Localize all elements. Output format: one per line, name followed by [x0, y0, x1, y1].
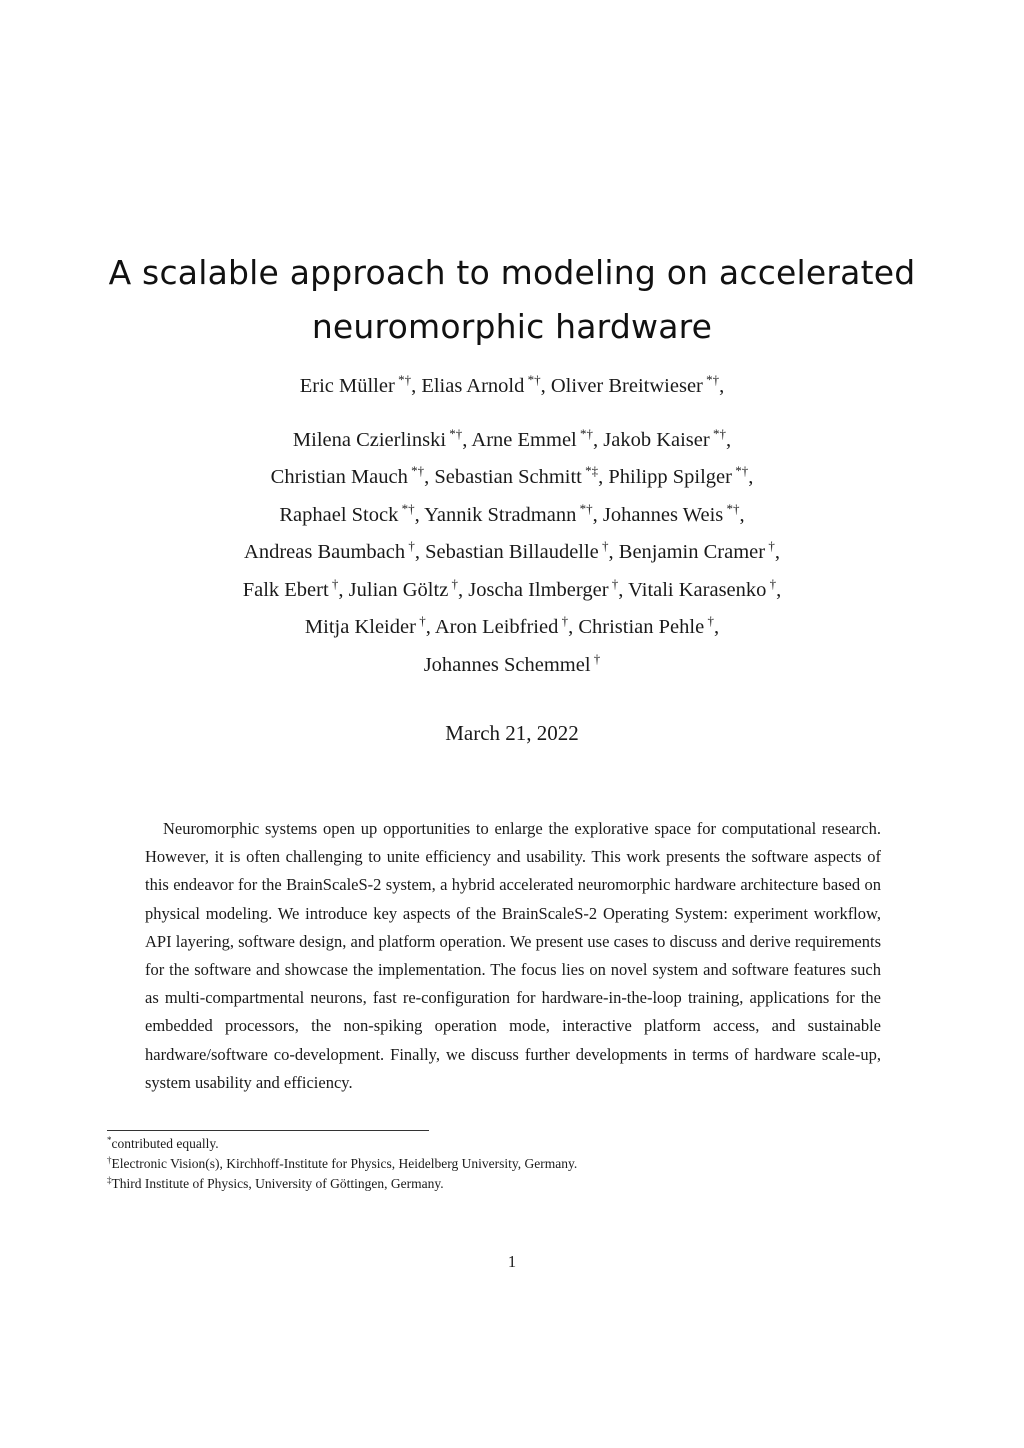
affiliation-mark: *†	[398, 500, 415, 516]
affiliation-mark: †	[598, 538, 609, 553]
footnote-text: contributed equally.	[111, 1136, 219, 1151]
author-name: Christian Mauch	[270, 466, 408, 488]
author-separator: ,	[748, 466, 754, 488]
author-name: Joscha Ilmberger	[468, 578, 609, 601]
author-separator: ,	[774, 541, 780, 563]
author-name: Jakob Kaiser	[603, 428, 710, 451]
author-list	[0, 368, 1024, 684]
author-name: Sebastian Billaudelle	[425, 541, 599, 563]
author-name: Johannes Weis	[602, 503, 724, 526]
author-name: Mitja Kleider	[304, 616, 416, 638]
author-separator: ,	[458, 578, 469, 601]
abstract: Neuromorphic systems open up opportunities to enlarge the explorative space for computational research. However, it is often challenging to unite efficiency and usability. This work presents the software aspects of this endeavor for the BrainScaleS-2 system, a hybrid accelerated neuromorphic hardware architecture based on physical modeling. We introduce key aspects of the BrainScaleS-2 Operating System: experiment workflow, API layering, software design, and platform operation. We present use cases to discuss and derive requirements for the software and showcase the implementation. The focus lies on novel system and software features such as multi-compartmental neurons, fast re-configuration for hardware-in-the-loop training, applications for the embedded processors, the non-spiking operation mode, interactive platform access, and sustainable hardware/software co-development. Finally, we discuss further developments in terms of hardware scale-up, system usability and efficiency.	[145, 819, 881, 1092]
affiliation-mark: *†	[576, 425, 593, 441]
author-separator: ,	[593, 428, 604, 451]
author-name: Raphael Stock	[279, 503, 399, 526]
author-name: Philipp Spilger	[608, 466, 732, 488]
paper-title-line-2: neuromorphic hardware	[311, 307, 713, 346]
page-number: 1	[507, 1252, 517, 1271]
affiliation-mark: †	[590, 650, 601, 666]
author-separator: ,	[719, 375, 725, 397]
affiliation-mark: †	[328, 575, 339, 591]
author-name: Vitali Karasenko	[628, 578, 767, 601]
author-line	[0, 534, 1024, 572]
footnote-text: Third Institute of Physics, University of Göttingen, Germany.	[111, 1176, 444, 1191]
footnote	[107, 1154, 907, 1174]
author-line	[0, 497, 1024, 535]
paper-title	[0, 246, 1024, 354]
author-name: Andreas Baumbach	[244, 541, 406, 563]
author-name: Oliver Breitwieser	[550, 375, 703, 397]
author-name: Elias Arnold	[421, 375, 525, 397]
affiliation-mark: †	[558, 613, 569, 628]
author-separator: ,	[540, 375, 551, 397]
author-line	[0, 459, 1024, 497]
affiliation-mark: *†	[524, 372, 541, 387]
footnote-mark: ‡	[107, 1175, 112, 1185]
author-separator: ,	[739, 503, 745, 526]
footnote-mark: *	[107, 1135, 112, 1145]
affiliation-mark: †	[415, 613, 426, 628]
affiliation-mark: †	[766, 575, 777, 591]
footnote-divider	[107, 1130, 429, 1131]
affiliation-mark: †	[765, 538, 775, 553]
author-name: Christian Pehle	[578, 616, 705, 638]
footnotes	[107, 1134, 907, 1194]
affiliation-mark: †	[405, 538, 415, 553]
affiliation-mark: †	[608, 575, 619, 591]
author-line	[0, 609, 1024, 647]
author-line	[0, 422, 1024, 460]
paper-title-line-1: A scalable approach to modeling on accelerated	[108, 253, 916, 292]
author-separator: ,	[338, 578, 349, 601]
author-name: Johannes Schemmel	[423, 653, 591, 676]
publication-date: March 21, 2022	[445, 721, 579, 745]
affiliation-mark: *†	[394, 372, 412, 387]
affiliation-mark: *†	[709, 425, 726, 441]
author-separator: ,	[592, 503, 603, 526]
author-name: Eric Müller	[299, 375, 395, 397]
author-line	[0, 368, 1024, 406]
author-line	[0, 572, 1024, 610]
author-separator: ,	[425, 616, 435, 638]
author-separator: ,	[411, 375, 422, 397]
affiliation-mark: †	[704, 613, 714, 628]
author-separator: ,	[725, 428, 732, 451]
author-separator: ,	[713, 616, 720, 638]
author-name: Arne Emmel	[471, 428, 577, 451]
affiliation-mark: *†	[723, 500, 740, 516]
affiliation-mark: *†	[702, 372, 720, 387]
author-separator: ,	[608, 541, 619, 563]
author-separator: ,	[776, 578, 782, 601]
author-separator: ,	[598, 466, 609, 488]
author-separator: ,	[462, 428, 472, 451]
author-name: Aron Leibfried	[434, 616, 559, 638]
author-separator: ,	[414, 503, 425, 526]
affiliation-mark: *†	[576, 500, 593, 516]
footnote-text: Electronic Vision(s), Kirchhoff-Institute for Physics, Heidelberg University, Germany.	[111, 1156, 578, 1171]
footnote-mark: †	[107, 1155, 112, 1165]
author-name: Milena Czierlinski	[292, 428, 447, 451]
affiliation-mark: *†	[731, 463, 749, 478]
author-separator: ,	[568, 616, 579, 638]
affiliation-mark: *‡	[581, 463, 599, 478]
author-name: Julian Göltz	[348, 578, 449, 601]
author-separator: ,	[618, 578, 629, 601]
author-name: Yannik Stradmann	[424, 503, 577, 526]
author-name: Sebastian Schmitt	[434, 466, 582, 488]
footnote	[107, 1134, 907, 1154]
author-name: Benjamin Cramer	[618, 541, 766, 563]
affiliation-mark: *†	[446, 425, 463, 441]
author-name: Falk Ebert	[242, 578, 329, 601]
affiliation-mark: *†	[407, 463, 425, 478]
author-separator: ,	[414, 541, 426, 563]
footnote	[107, 1174, 907, 1194]
affiliation-mark: †	[448, 575, 459, 591]
author-line	[0, 647, 1024, 685]
author-separator: ,	[424, 466, 435, 488]
